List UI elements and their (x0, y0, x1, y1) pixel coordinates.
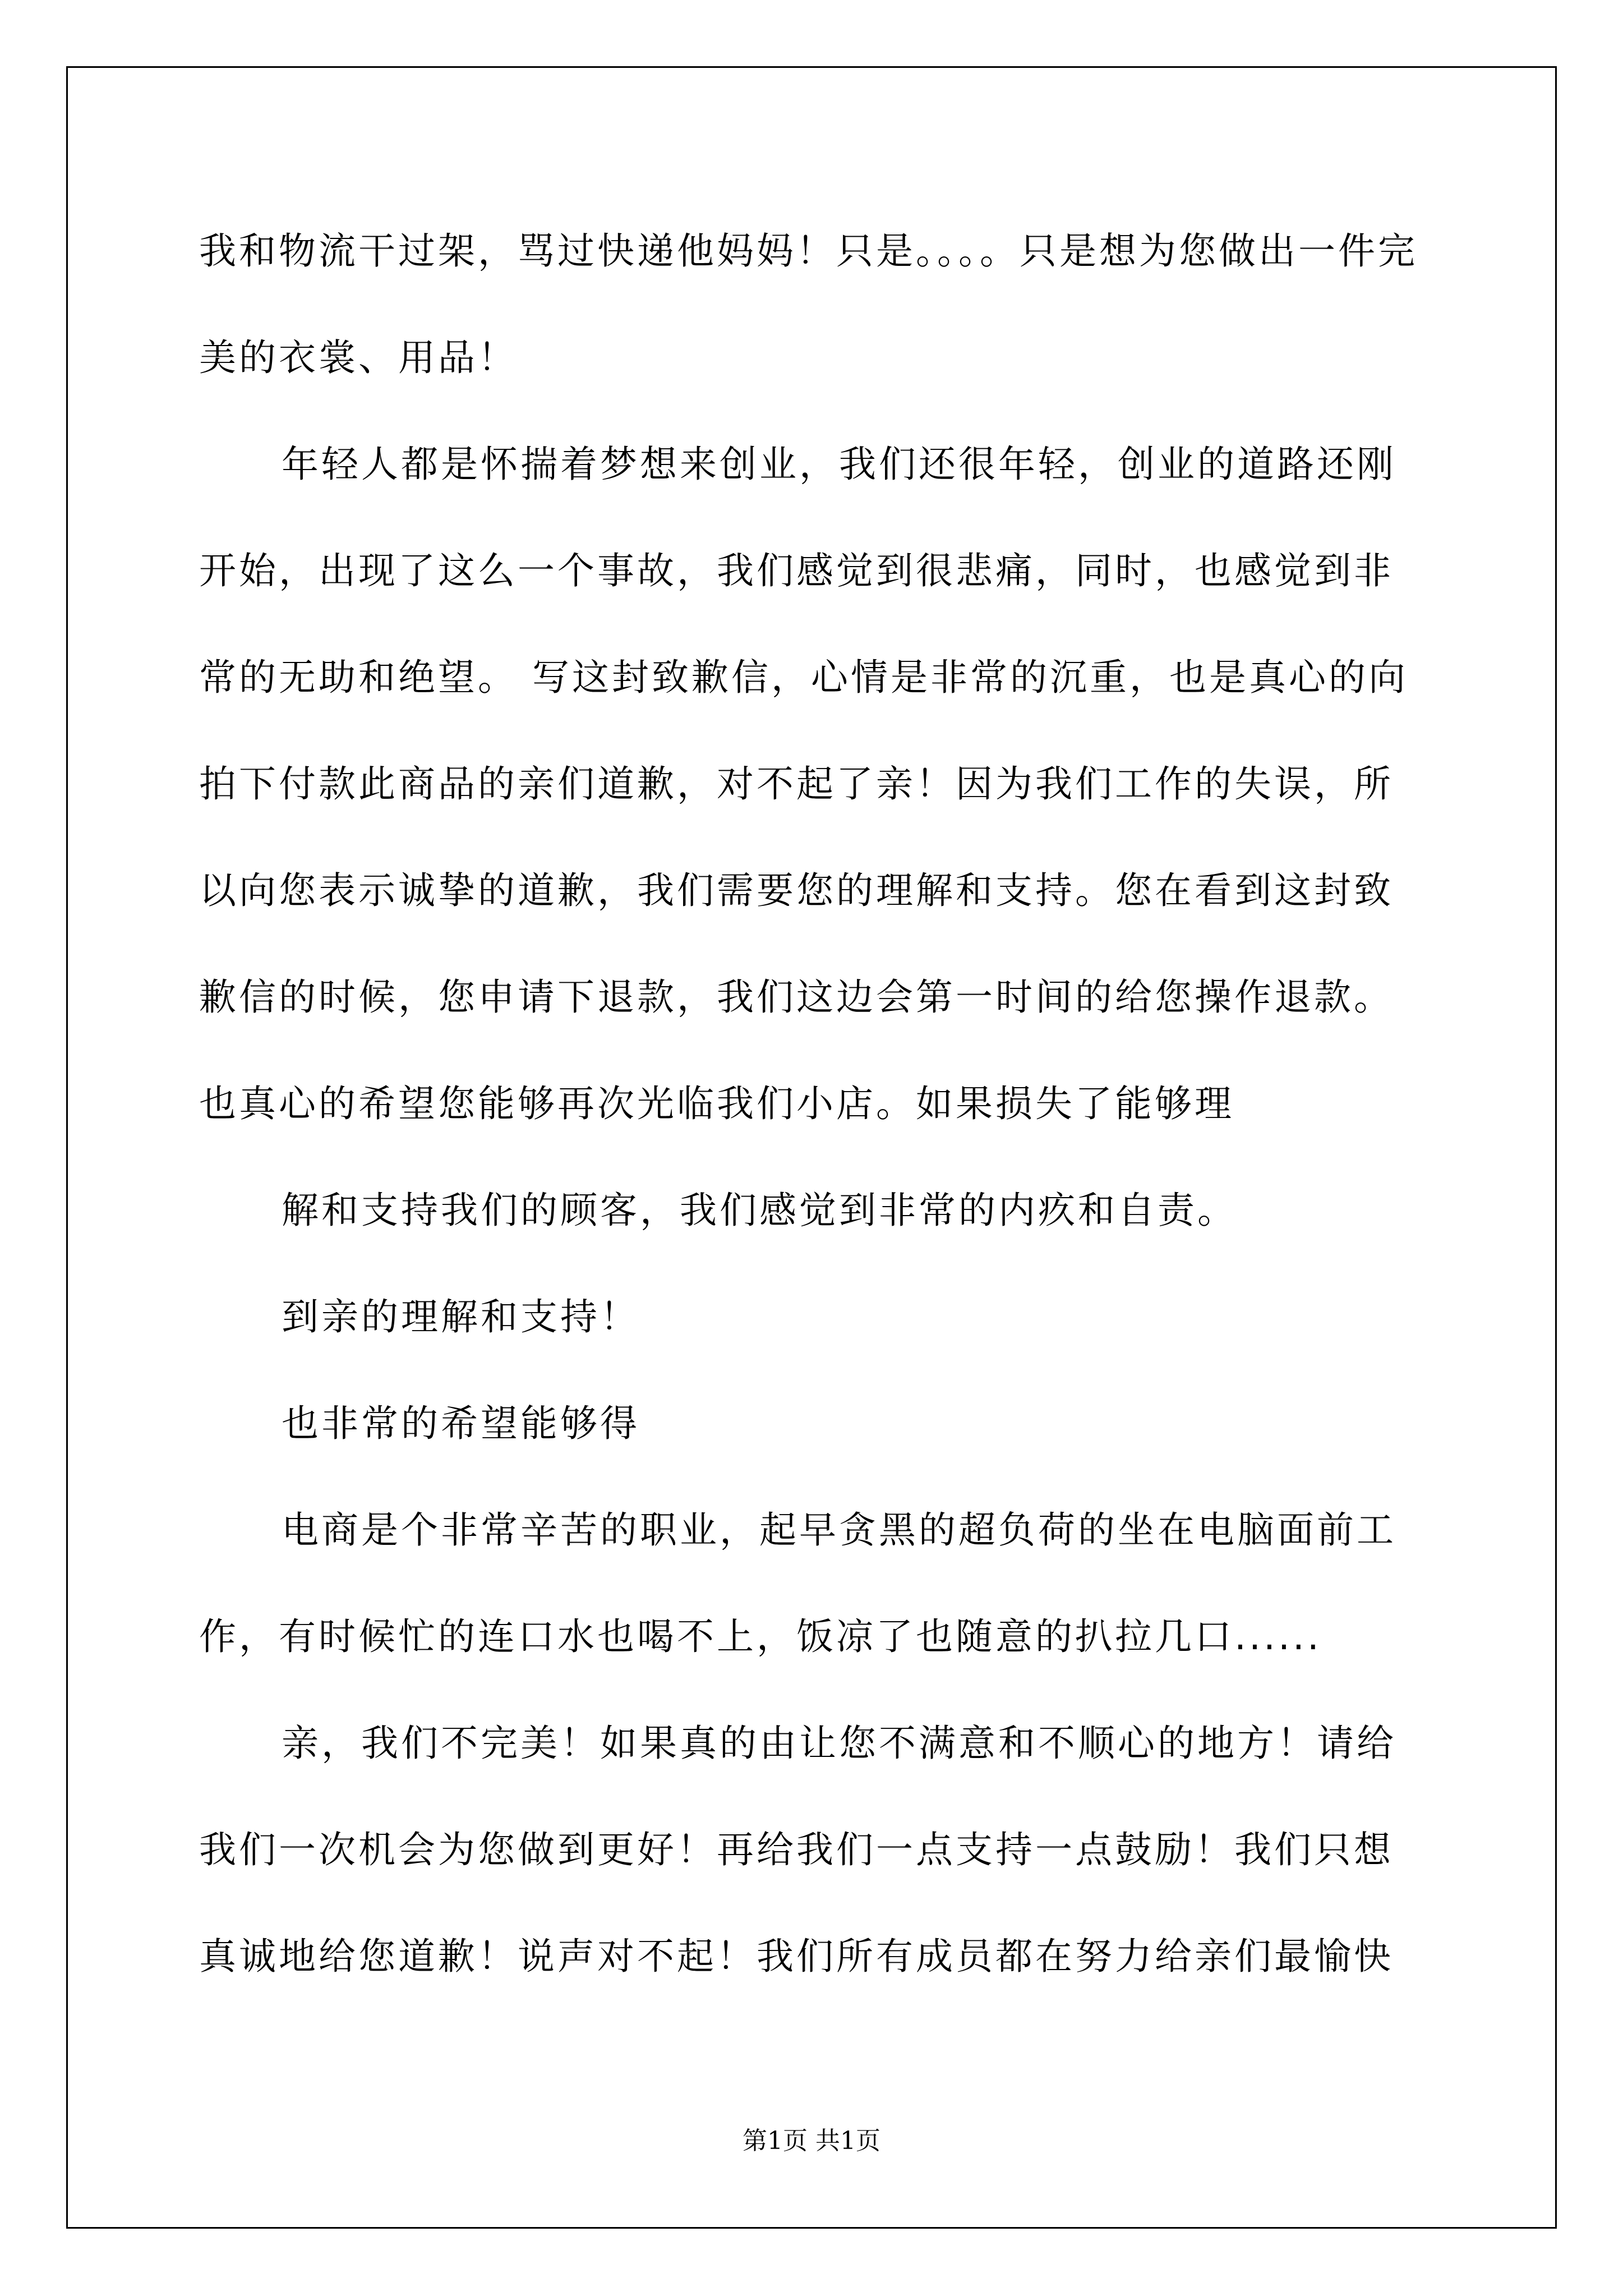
text-line: 作，有时候忙的连口水也喝不上，饭凉了也随意的扒拉几口...... (199, 1615, 1322, 1658)
text-line: 我们一次机会为您做到更好！再给我们一点支持一点鼓励！我们只想 (199, 1828, 1394, 1871)
text-line: 到亲的理解和支持！ (282, 1295, 640, 1338)
text-line: 以向您表示诚挚的道歉，我们需要您的理解和支持。您在看到这封致 (199, 869, 1394, 912)
text-line: 年轻人都是怀揣着梦想来创业，我们还很年轻，创业的道路还刚 (282, 443, 1396, 486)
text-line: 常的无助和绝望。 写这封致歉信，心情是非常的沉重，也是真心的向 (199, 656, 1408, 699)
text-line: 我和物流干过架，骂过快递他妈妈！只是。。。。只是想为您做出一件完 (199, 229, 1418, 273)
text-line: 亲，我们不完美！如果真的由让您不满意和不顺心的地方！请给 (282, 1722, 1396, 1765)
text-line: 真诚地给您道歉！说声对不起！我们所有成员都在努力给亲们最愉快 (199, 1935, 1394, 1978)
text-line: 歉信的时候，您申请下退款，我们这边会第一时间的给您操作退款。 (199, 976, 1394, 1019)
text-line: 解和支持我们的顾客，我们感觉到非常的内疚和自责。 (282, 1189, 1237, 1232)
text-line: 也非常的希望能够得 (282, 1402, 640, 1445)
text-line: 美的衣裳、用品！ (199, 336, 518, 379)
page-footer: 第1页 共1页 (743, 2127, 880, 2155)
page-border (66, 66, 1557, 2229)
text-line: 拍下付款此商品的亲们道歉，对不起了亲！因为我们工作的失误，所 (199, 762, 1394, 806)
text-line: 开始，出现了这么一个事故，我们感觉到很悲痛，同时，也感觉到非 (199, 549, 1394, 592)
text-line: 电商是个非常辛苦的职业，起早贪黑的超负荷的坐在电脑面前工 (282, 1508, 1396, 1552)
text-line: 也真心的希望您能够再次光临我们小店。如果损失了能够理 (199, 1082, 1234, 1125)
